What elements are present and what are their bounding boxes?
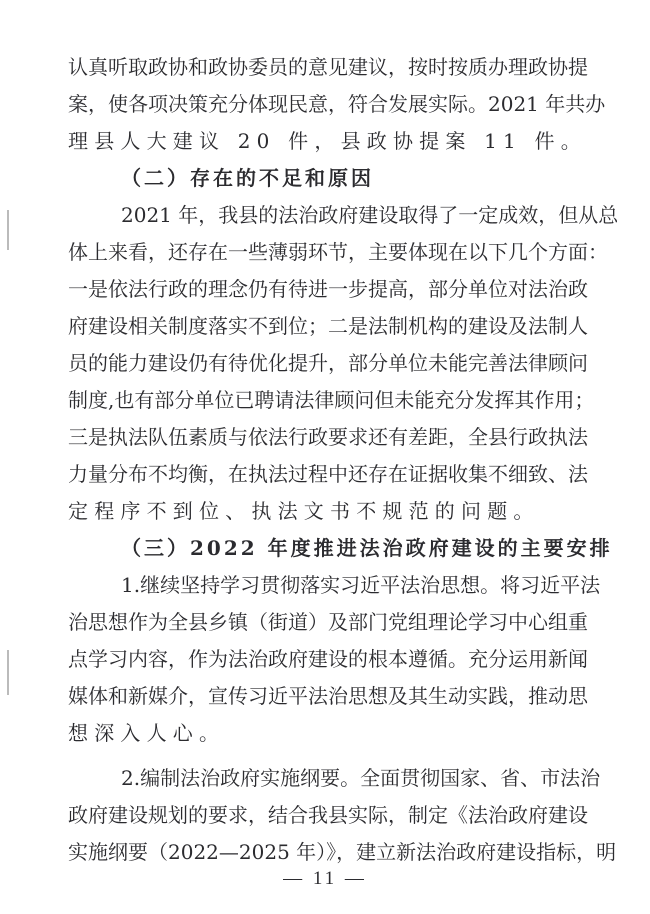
- text-line: 力量分布不均衡，在执法过程中还存在证据收集不细致、法: [68, 462, 588, 486]
- text-line: 府建设相关制度落实不到位；二是法制机构的建设及法制人: [68, 314, 588, 338]
- text-line: 理县人大建议 20 件，县政协提案 11 件。: [68, 129, 587, 153]
- text-line: 1.继续坚持学习贯彻落实习近平法治思想。将习近平法: [121, 573, 601, 597]
- text-line: 2.编制法治政府实施纲要。全面贯彻国家、省、市法治: [121, 766, 601, 790]
- text-line: 想深入人心。: [68, 721, 226, 745]
- text-line: 点学习内容，作为法治政府建设的根本遵循。充分运用新闻: [68, 647, 588, 671]
- text-line: 员的能力建设仍有待优化提升，部分单位未能完善法律顾问: [68, 351, 588, 375]
- text-line: 一是依法行政的理念仍有待进一步提高，部分单位对法治政: [68, 277, 588, 301]
- scan-margin-mark: [7, 210, 9, 250]
- page-number: — 11 —: [283, 868, 367, 889]
- section-heading: （三）2022 年度推进法治政府建设的主要安排: [121, 536, 613, 560]
- text-line: 治思想作为全县乡镇（街道）及部门党组理论学习中心组重: [68, 610, 588, 634]
- text-line: 认真听取政协和政协委员的意见建议，按时按质办理政协提: [68, 55, 588, 79]
- text-line: 政府建设规划的要求，结合我县实际，制定《法治政府建设: [68, 803, 588, 827]
- text-line: 体上来看，还存在一些薄弱环节，主要体现在以下几个方面：: [68, 240, 608, 264]
- text-line: 2021 年，我县的法治政府建设取得了一定成效，但从总: [121, 203, 619, 227]
- section-heading: （二）存在的不足和原因: [121, 166, 374, 190]
- text-line: 定程序不到位、执法文书不规范的问题。: [68, 499, 540, 523]
- scan-margin-mark: [7, 650, 9, 695]
- text-line: 媒体和新媒介，宣传习近平法治思想及其生动实践，推动思: [68, 684, 588, 708]
- text-line: 实施纲要（2022—2025 年）》，建立新法治政府建设指标，明: [68, 840, 617, 864]
- text-line: 案，使各项决策充分体现民意，符合发展实际。2021 年共办: [68, 92, 606, 116]
- text-line: 三是执法队伍素质与依法行政要求还有差距，全县行政执法: [68, 425, 588, 449]
- text-line: 制度,也有部分单位已聘请法律顾问但未能充分发挥其作用；: [68, 388, 595, 412]
